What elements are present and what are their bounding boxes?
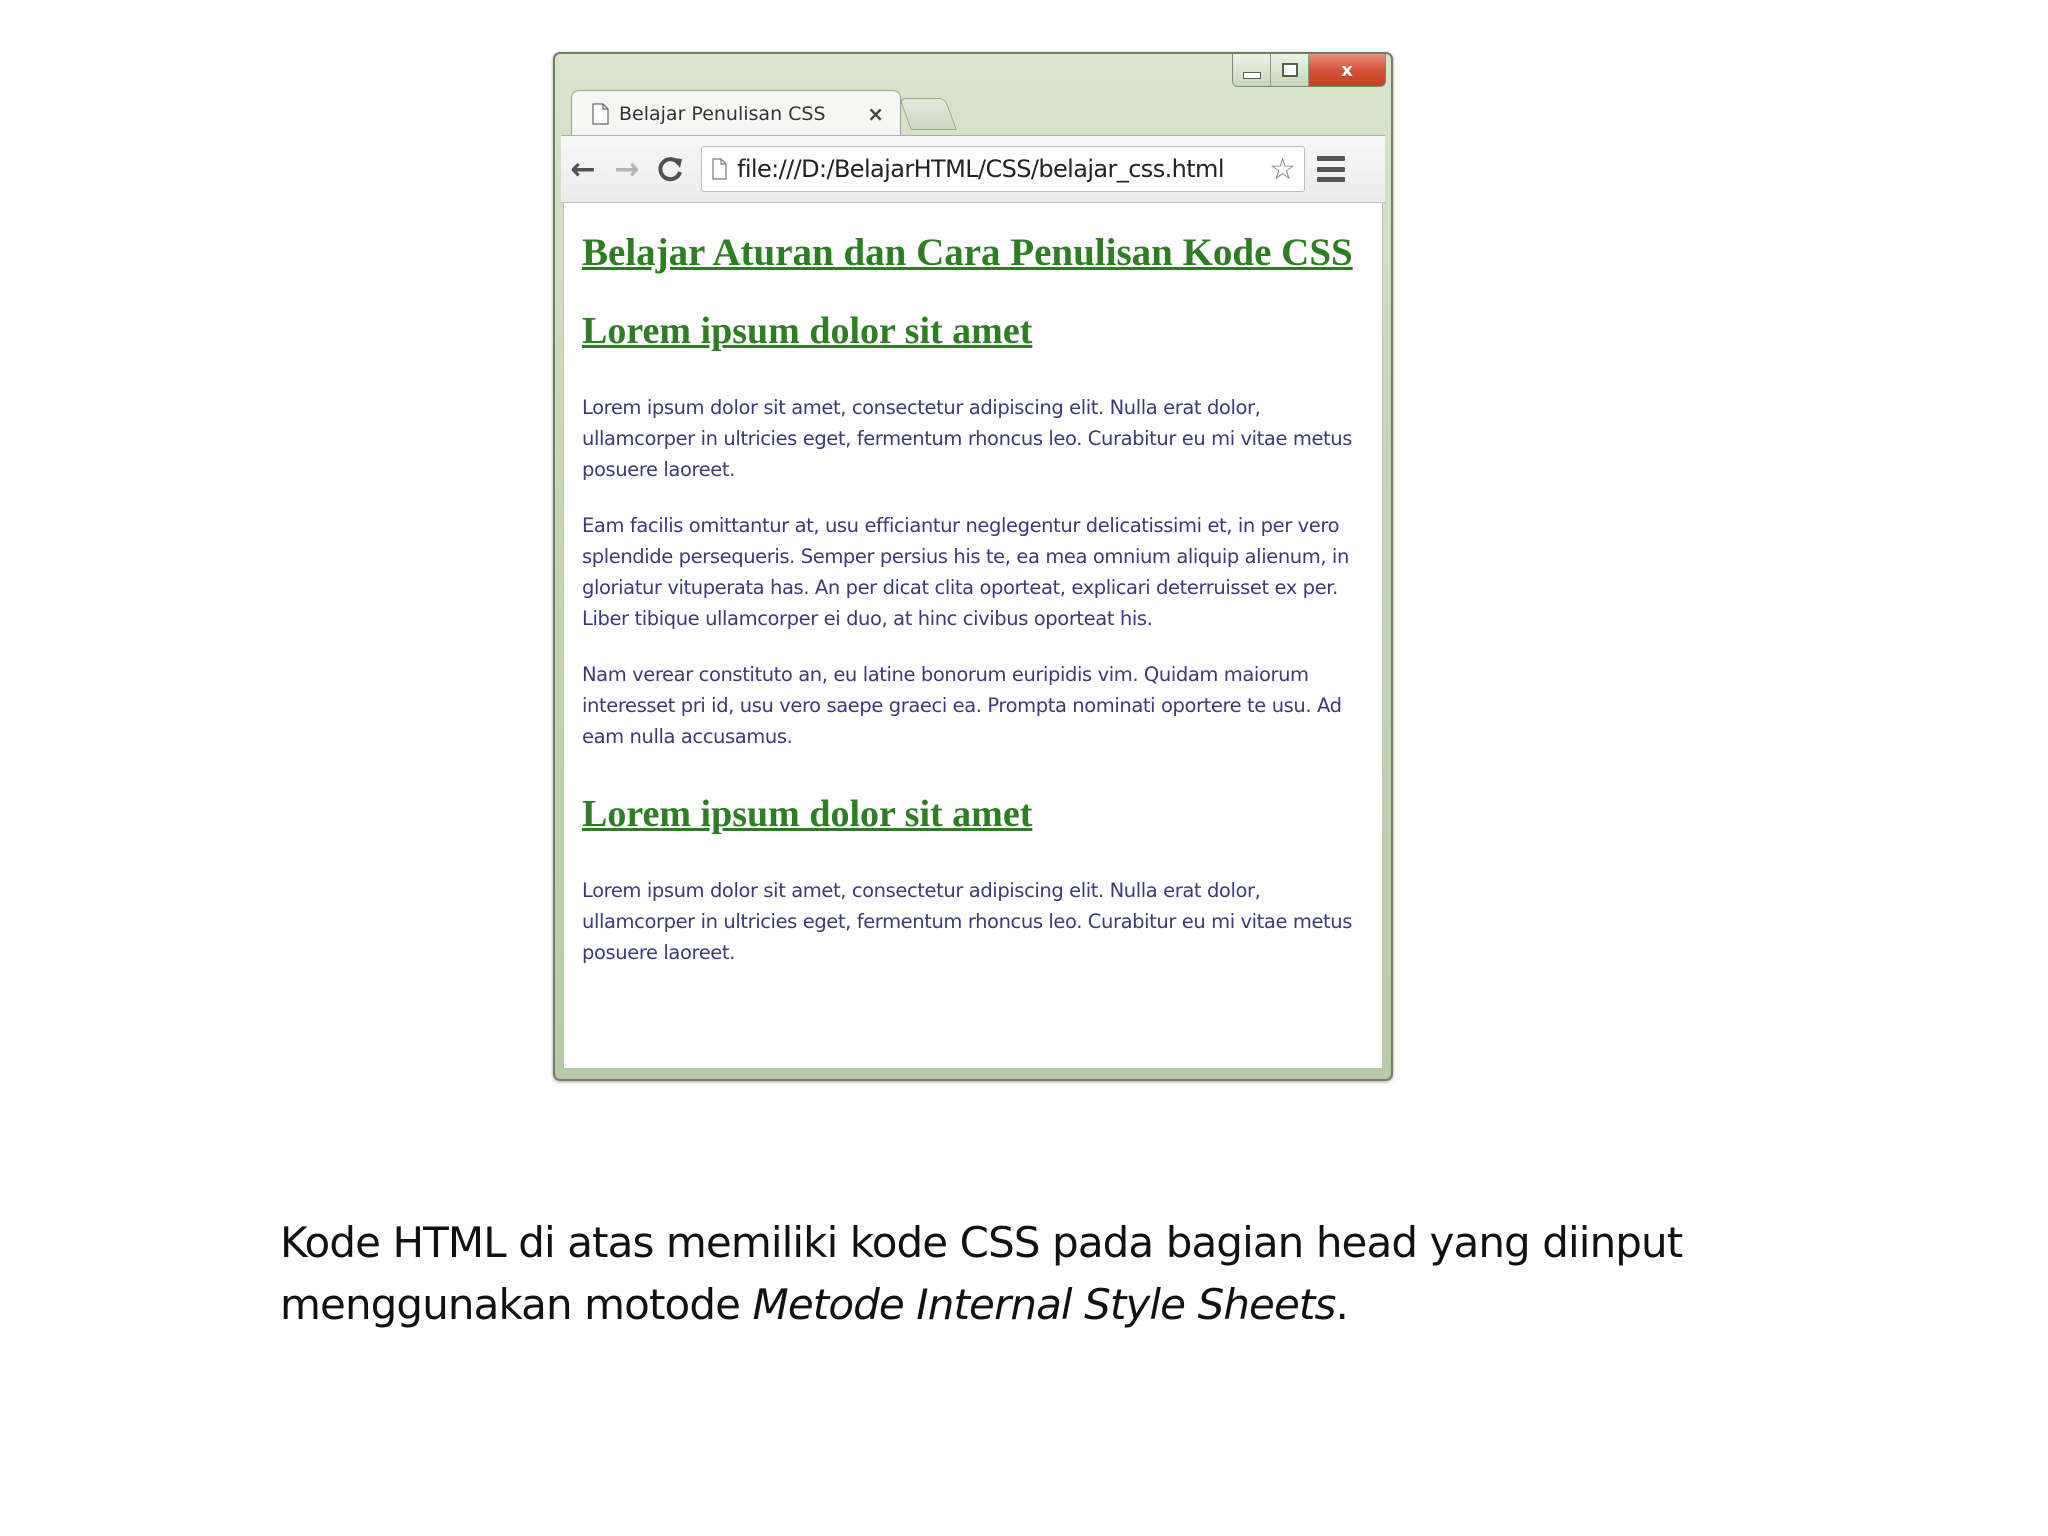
bookmark-star-icon[interactable]: ☆ (1269, 151, 1296, 187)
section1-heading: Lorem ipsum dolor sit amet (582, 310, 1033, 352)
reload-icon[interactable] (649, 147, 693, 191)
page-viewport (563, 202, 1383, 1069)
back-arrow-icon[interactable]: ← (570, 151, 596, 187)
maximize-button[interactable] (1271, 54, 1309, 86)
browser-toolbar (561, 135, 1385, 203)
file-icon (712, 158, 727, 180)
forward-arrow-icon[interactable]: → (614, 151, 640, 187)
browser-window (553, 52, 1393, 1081)
reload-glyph (657, 155, 685, 183)
page-heading-main: Belajar Aturan dan Cara Penulisan Kode CSS (582, 231, 1353, 274)
caption-text: Kode HTML di atas memiliki kode CSS pada bagian head yang diinput menggunakan motode (280, 1218, 1683, 1329)
page-icon (592, 103, 609, 125)
paragraph-2: Eam facilis omittantur at, usu efficiantur neglegentur delicatissimi et, in per vero splendide persequeris. Semper persius his te, ea mea omnium aliquip alienum, in gloriatur vituperata has. An per dicat clita oporteat, explicari deterruisset ex per. Liber tibique ullamcorper ei duo, at hinc civibus oporteat his. (582, 514, 1349, 630)
close-window-button[interactable] (1309, 54, 1385, 86)
section2-heading: Lorem ipsum dolor sit amet (582, 793, 1033, 835)
caption-italic-text: Metode Internal Style Sheets (752, 1280, 1336, 1329)
window-controls (1232, 54, 1386, 87)
url-text: file:///D:/BelajarHTML/CSS/belajar_css.html (737, 155, 1224, 183)
paragraph-3: Nam verear constituto an, eu latine bonorum euripidis vim. Quidam maiorum interesset pri id, usu vero saepe graeci ea. Prompta nominati oportere te usu. Ad eam nulla accusamus. (582, 663, 1342, 748)
menu-icon[interactable] (1317, 156, 1345, 182)
slide-caption (280, 1212, 1880, 1336)
tab-close-icon[interactable]: × (867, 101, 884, 126)
caption-period: . (1335, 1280, 1348, 1329)
minimize-button[interactable] (1233, 54, 1271, 86)
new-tab-button[interactable] (899, 98, 957, 130)
address-bar[interactable] (701, 146, 1305, 192)
tab-title: Belajar Penulisan CSS (619, 102, 826, 125)
close-icon: x (1341, 59, 1353, 81)
maximize-icon (1282, 63, 1298, 77)
tab-belajar-penulisan-css[interactable] (571, 90, 901, 136)
minimize-icon (1243, 72, 1261, 79)
paragraph-1: Lorem ipsum dolor sit amet, consectetur adipiscing elit. Nulla erat dolor, ullamcorper in ultricies eget, fermentum rhoncus leo. Curabitur eu mi vitae metus posuere laoreet. (582, 396, 1353, 481)
paragraph-4: Lorem ipsum dolor sit amet, consectetur adipiscing elit. Nulla erat dolor, ullamcorper in ultricies eget, fermentum rhoncus leo. Curabitur eu mi vitae metus posuere laoreet. (582, 879, 1353, 964)
